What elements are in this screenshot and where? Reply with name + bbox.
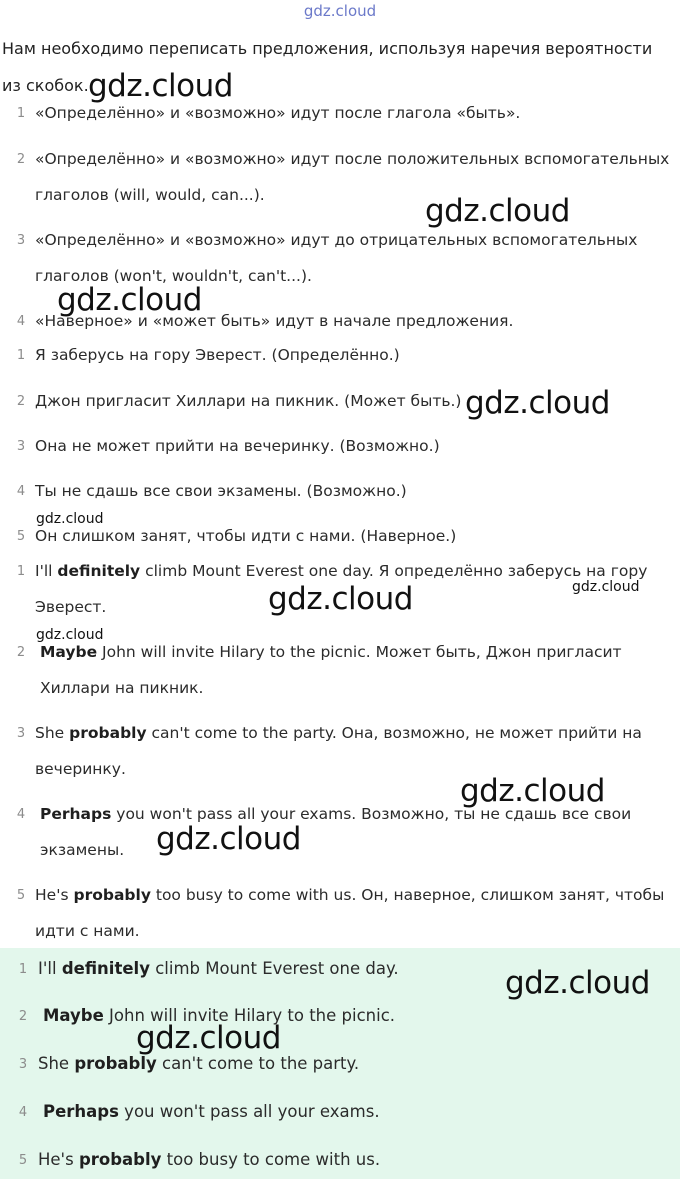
item-number: 1 [18, 962, 28, 977]
adverb: definitely [61, 959, 150, 978]
adverb: definitely [57, 562, 141, 580]
watermark: gdz.cloud [36, 511, 104, 527]
watermark: gdz.cloud [572, 579, 640, 595]
item-text: She probably can't come to the party. Она, возможно, не может прийти на вечеринку. [35, 724, 642, 778]
item-number: 4 [16, 484, 26, 499]
answer-box [0, 948, 680, 1179]
item-number: 2 [16, 645, 26, 660]
item-text: Он слишком занят, чтобы идти с нами. (Наверное.) [35, 527, 457, 545]
watermark: gdz.cloud [460, 773, 605, 809]
item-number: 3 [16, 233, 26, 248]
site-header[interactable]: gdz.cloud [303, 2, 377, 20]
item-number: 5 [16, 529, 26, 544]
watermark: gdz.cloud [57, 282, 202, 318]
item-text: Perhaps you won't pass all your exams. [43, 1102, 380, 1121]
item-text: Maybe John will invite Hilary to the picnic. [43, 1006, 396, 1025]
adverb: probably [78, 1150, 162, 1169]
item-text: I'll definitely climb Mount Everest one day. [38, 959, 399, 978]
item-text: I'll definitely climb Mount Everest one day. Я определённо заберусь на гору Эверест. [35, 562, 648, 616]
watermark: gdz.cloud [156, 821, 301, 857]
item-text: «Наверное» и «может быть» идут в начале предложения. [35, 312, 514, 330]
watermark: gdz.cloud [465, 385, 610, 421]
item-text: Джон пригласит Хиллари на пикник. (Может быть.) [35, 392, 462, 410]
item-text: «Определённо» и «возможно» идут после положительных вспомогательных глаголов (will, would, can...). [35, 150, 670, 204]
item-number: 2 [18, 1009, 28, 1024]
item-number: 2 [16, 394, 26, 409]
item-text: Она не может прийти на вечеринку. (Возможно.) [35, 437, 440, 455]
intro-text: Нам необходимо переписать предложения, используя наречия вероятности из скобок. [2, 39, 653, 95]
adverb: Perhaps [40, 805, 112, 823]
item-number: 3 [16, 439, 26, 454]
watermark: gdz.cloud [505, 965, 650, 1001]
item-number: 4 [18, 1105, 28, 1120]
adverb: Maybe [40, 643, 98, 661]
watermark: gdz.cloud [136, 1020, 281, 1056]
item-text: Maybe John will invite Hilary to the picnic. Может быть, Джон пригласит Хиллари на пикник. [40, 643, 622, 697]
item-number: 4 [16, 314, 26, 329]
item-number: 5 [18, 1153, 28, 1168]
adverb: probably [74, 1054, 157, 1073]
item-text: «Определённо» и «возможно» идут до отрицательных вспомогательных глаголов (won't, wouldn't, can't...). [35, 231, 638, 285]
adverb: probably [73, 886, 151, 904]
adverb: Maybe [43, 1006, 104, 1025]
item-text: Ты не сдашь все свои экзамены. (Возможно.) [35, 482, 407, 500]
watermark: gdz.cloud [88, 68, 233, 104]
watermark: gdz.cloud [425, 193, 570, 229]
item-number: 5 [16, 888, 26, 903]
adverb: Perhaps [43, 1102, 119, 1121]
item-number: 1 [16, 348, 26, 363]
item-text: He's probably too busy to come with us. Он, наверное, слишком занят, чтобы идти с нами. [35, 886, 665, 940]
item-text: She probably can't come to the party. [38, 1054, 360, 1073]
item-text: Я заберусь на гору Эверест. (Определённо.) [35, 346, 400, 364]
item-number: 2 [16, 152, 26, 167]
item-text: «Определённо» и «возможно» идут после глагола «быть». [35, 104, 521, 122]
item-number: 3 [18, 1057, 28, 1072]
adverb: probably [69, 724, 147, 742]
item-number: 1 [16, 564, 26, 579]
watermark: gdz.cloud [268, 581, 413, 617]
item-text: He's probably too busy to come with us. [38, 1150, 381, 1169]
watermark: gdz.cloud [36, 627, 104, 643]
item-number: 4 [16, 807, 26, 822]
item-number: 1 [16, 106, 26, 121]
item-number: 3 [16, 726, 26, 741]
item-text: Perhaps you won't pass all your exams. Возможно, ты не сдашь все свои экзамены. [40, 805, 632, 859]
